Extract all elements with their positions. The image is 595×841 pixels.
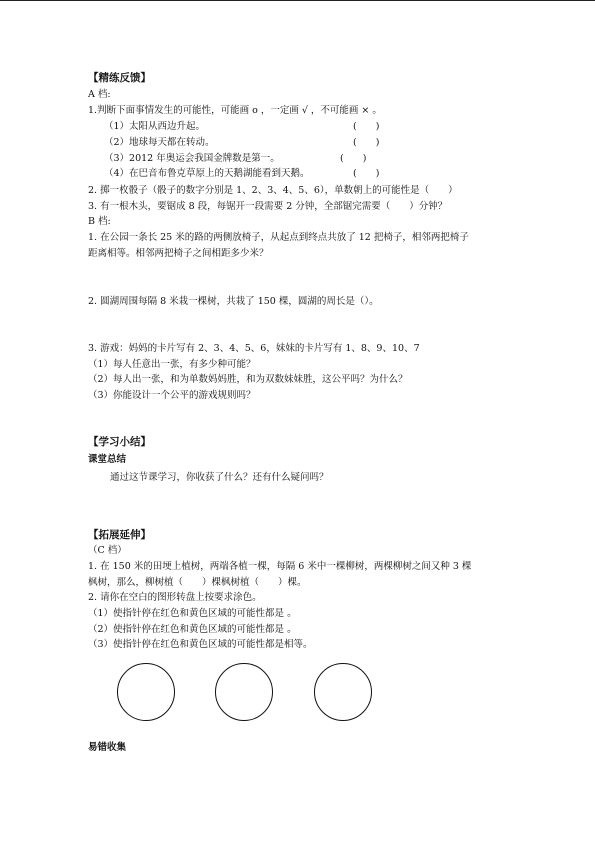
c-question-2-item-1: （1）使指针停在红色和黄色区域的可能性都是 。	[88, 608, 297, 619]
spinner-circle-1[interactable]	[117, 663, 175, 721]
b-question-2: 2. 圆湖周围每隔 8 米栽一棵树，共栽了 150 棵，圆湖的周长是（）。	[88, 296, 379, 307]
summary-prompt: 通过这节课学习，你收获了什么？还有什么疑问吗？	[110, 472, 329, 483]
answer-blank-4[interactable]: ( )	[353, 168, 380, 179]
b-question-3-item-1: （1）每人任意出一张，有多少种可能？	[88, 359, 256, 370]
question-2: 2. 掷一枚骰子（骰子的数字分别是 1、2、3、4、5、6），单数朝上的可能性是（ ）	[88, 185, 458, 196]
c-question-2-stem: 2. 请你在空白的图形转盘上按要求涂色。	[88, 592, 262, 603]
question-3: 3. 有一根木头，要锯成 8 段，每锯开一段需要 2 分钟，全部锯完需要（ ）分钟？	[88, 201, 448, 212]
spinner-circle-3[interactable]	[314, 663, 372, 721]
level-b-label: B 档:	[88, 216, 111, 227]
b-question-3-item-3: （3）你能设计一个公平的游戏规则吗？	[88, 390, 256, 401]
mistakes-heading: 易错收集	[88, 742, 127, 753]
extension-heading: 【拓展延伸】	[88, 529, 151, 541]
c-question-1-line-1: 1. 在 150 米的田埂上植树，两端各植一棵，每隔 6 米中一棵柳树，两棵柳树之间又种 3 棵	[88, 561, 472, 572]
b-question-1-line-1: 1. 在公园一条长 25 米的路的两侧放椅子，从起点到终点共放了 12 把椅子，相邻两把椅子	[88, 232, 469, 243]
answer-blank-1[interactable]: ( )	[353, 121, 380, 132]
question-1-item-3: （3）2012 年奥运会我国金牌数是第一。	[104, 153, 280, 164]
spinner-circle-2[interactable]	[215, 663, 273, 721]
question-1-item-1: （1）太阳从西边升起。	[104, 121, 206, 132]
b-question-3-item-2: （2）每人出一张，和为单数妈妈胜，和为双数妹妹胜，这公平吗？为什么？	[88, 374, 408, 385]
class-summary-subheading: 课堂总结	[88, 454, 127, 465]
question-1-stem: 1.判断下面事情发生的可能性，可能画 o ，一定画 √ ，不可能画 × 。	[88, 105, 382, 116]
question-1-item-2: （2）地球每天都在转动。	[104, 137, 215, 148]
practice-feedback-heading: 【精练反馈】	[88, 72, 151, 84]
question-1-item-4: （4）在巴音布鲁克草原上的天鹅湖能看到天鹅。	[104, 168, 310, 179]
c-question-2-item-3: （3）使指针停在红色和黄色区域的可能性都是相等。	[88, 639, 313, 650]
answer-blank-3[interactable]: ( )	[340, 153, 367, 164]
b-question-3-stem: 3. 游戏：妈妈的卡片写有 2、3、4、5、6，妹妹的卡片写有 1、8、9、10、7	[88, 343, 420, 354]
c-question-1-line-2: 枫树，那么，柳树植（ ）棵枫树植（ ）棵。	[88, 577, 307, 588]
b-question-1-line-2: 距离相等。相邻两把椅子之间相距多少米？	[88, 248, 269, 259]
answer-blank-2[interactable]: ( )	[353, 137, 380, 148]
level-c-label: （C 档）	[88, 545, 127, 556]
level-a-label: A 档:	[88, 89, 111, 100]
study-summary-heading: 【学习小结】	[88, 436, 151, 448]
c-question-2-item-2: （2）使指针停在红色和黄色区域的可能性都是 。	[88, 624, 297, 635]
top-rule	[0, 0, 595, 1]
